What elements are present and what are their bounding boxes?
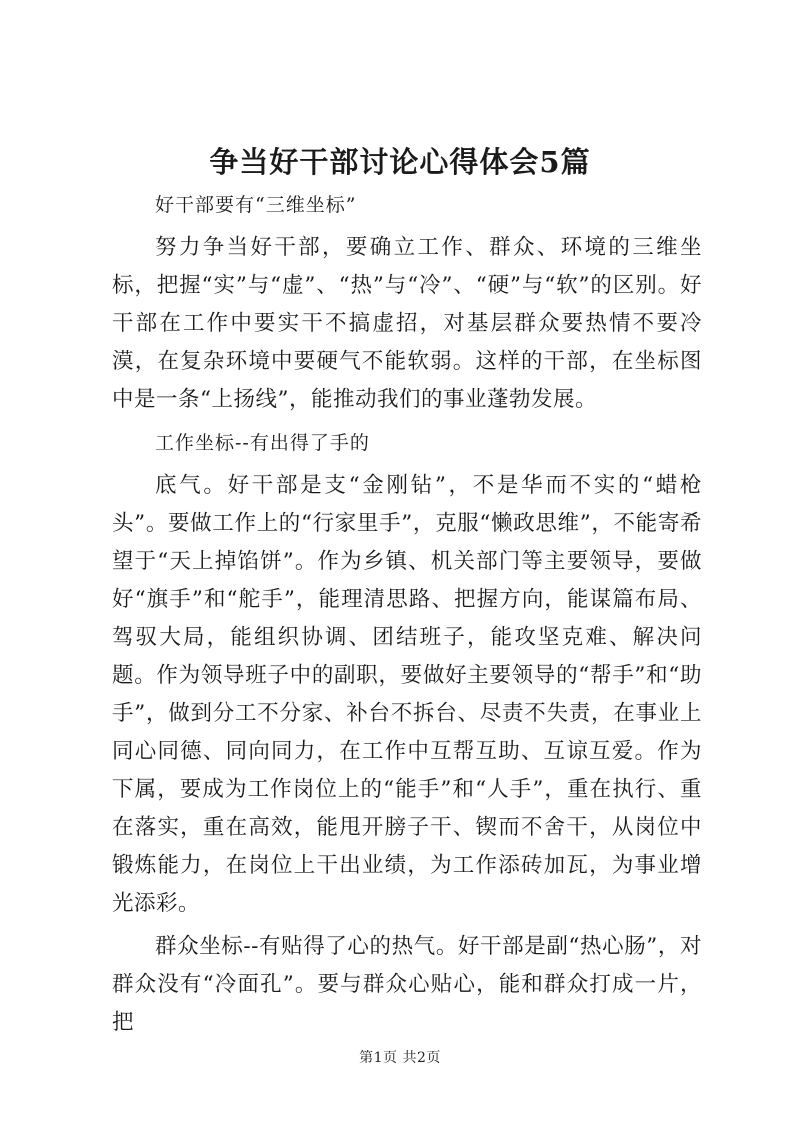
page-footer: 第1页 共2页 xyxy=(359,1050,441,1066)
page-title: 争当好干部讨论心得体会5篇 xyxy=(209,145,591,179)
document-body xyxy=(112,186,702,1047)
paragraph-heading: 好干部要有“三维坐标” xyxy=(155,194,357,216)
paragraph-subheading: 工作坐标--有出得了手的 xyxy=(155,432,370,454)
paragraph: 群众坐标--有贴得了心的热气。好干部是副“热心肠”，对群众没有“冷面孔”。要与群众心贴心，能和群众打成一片，把 xyxy=(112,934,702,1035)
paragraph: 底气。好干部是支“金刚钻”，不是华而不实的“蜡枪头”。要做工作上的“行家里手”，克服“懒政思维”，不能寄希望于“天上掉馅饼”。作为乡镇、机关部门等主要领导，要做好“旗手”和“舵手”，能理清思路、把握方向，能谋篇布局、驾驭大局，能组织协调、团结班子，能攻坚克难、解决问题。作为领导班子中的副职，要做好主要领导的“帮手”和“助手”，做到分工不分家、补台不拆台、尽责不失责，在事业上同心同德、同向同力，在工作中互帮互助、互谅互爱。作为下属，要成为工作岗位上的“能手”和“人手”，重在执行、重在落实，重在高效，能甩开膀子干、锲而不舍干，从岗位中锻炼能力，在岗位上干出业绩，为工作添砖加瓦，为事业增光添彩。 xyxy=(112,473,702,916)
paragraph: 努力争当好干部，要确立工作、群众、环境的三维坐标，把握“实”与“虚”、“热”与“冷”、“硬”与“软”的区别。好干部在工作中要实干不搞虚招，对基层群众要热情不要冷漠，在复杂环境中要硬气不能软弱。这样的干部，在坐标图中是一条“上扬线”，能推动我们的事业蓬勃发展。 xyxy=(112,235,702,412)
